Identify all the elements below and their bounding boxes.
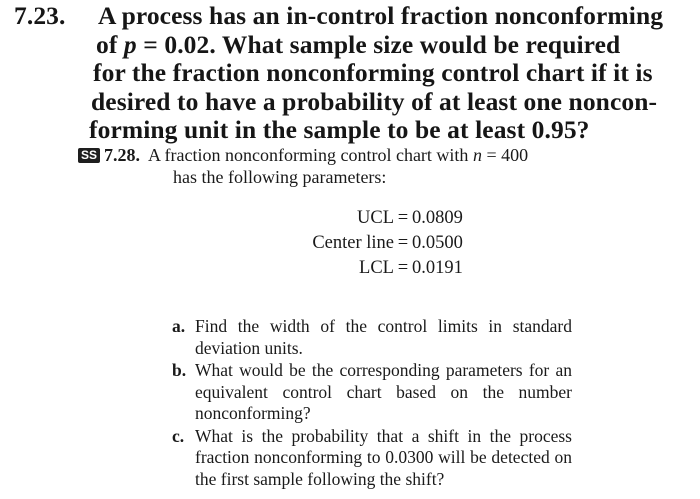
param-label: LCL — [359, 258, 394, 278]
equals-sign: = — [397, 208, 409, 228]
problem-number: 7.28. — [104, 145, 141, 165]
param-label: Center line — [312, 233, 394, 253]
part-a — [172, 316, 572, 359]
n-value: = 400 — [481, 145, 529, 165]
equals-sign: = — [397, 233, 409, 253]
part-letter: c. — [172, 425, 185, 446]
param-label: UCL — [357, 208, 394, 228]
problem-7-28 — [78, 144, 678, 188]
problem-line: desired to have a probability of at least one noncon- — [91, 86, 658, 116]
problem-line: for the fraction nonconforming control chart if it is — [93, 58, 653, 87]
problem-line: A process has an in-control fraction nonconforming — [98, 1, 664, 30]
param-row-lcl — [290, 256, 463, 281]
param-row-center-line — [290, 231, 463, 256]
problem-parts — [172, 316, 572, 491]
part-letter: b. — [172, 360, 187, 380]
param-value: 0.0191 — [412, 258, 463, 278]
part-text: Find the width of the control limits in standard deviation units. — [195, 316, 572, 358]
param-value: 0.0809 — [412, 208, 463, 228]
part-c — [172, 426, 572, 491]
intro-text: A fraction nonconforming control chart with — [148, 145, 473, 165]
part-letter: a. — [172, 316, 186, 336]
line-prefix: of — [96, 29, 124, 59]
ss-badge: SS — [78, 148, 100, 163]
part-b — [172, 360, 572, 425]
math-variable-p: p — [123, 29, 137, 59]
control-chart-parameters — [290, 206, 463, 281]
line-rest: = 0.02. What sample size would be required — [136, 29, 621, 59]
part-text: What would be the corresponding parameters for an equivalent control chart based on the number nonconforming? — [195, 360, 572, 423]
param-row-ucl — [290, 206, 463, 231]
intro-line-2: has the following parameters: — [173, 167, 387, 187]
problem-7-23 — [14, 2, 694, 145]
problem-intro — [78, 144, 678, 166]
problem-line — [14, 31, 694, 60]
equals-sign: = — [397, 258, 409, 278]
math-variable-n: n — [472, 145, 482, 165]
param-value: 0.0500 — [412, 233, 463, 253]
problem-number: 7.23. — [14, 1, 66, 30]
problem-line: forming unit in the sample to be at least 0.95? — [89, 115, 590, 144]
part-text: What is the probability that a shift in the process fraction nonconforming to 0.0300 will be detected on the first sample following the shift? — [195, 425, 572, 489]
